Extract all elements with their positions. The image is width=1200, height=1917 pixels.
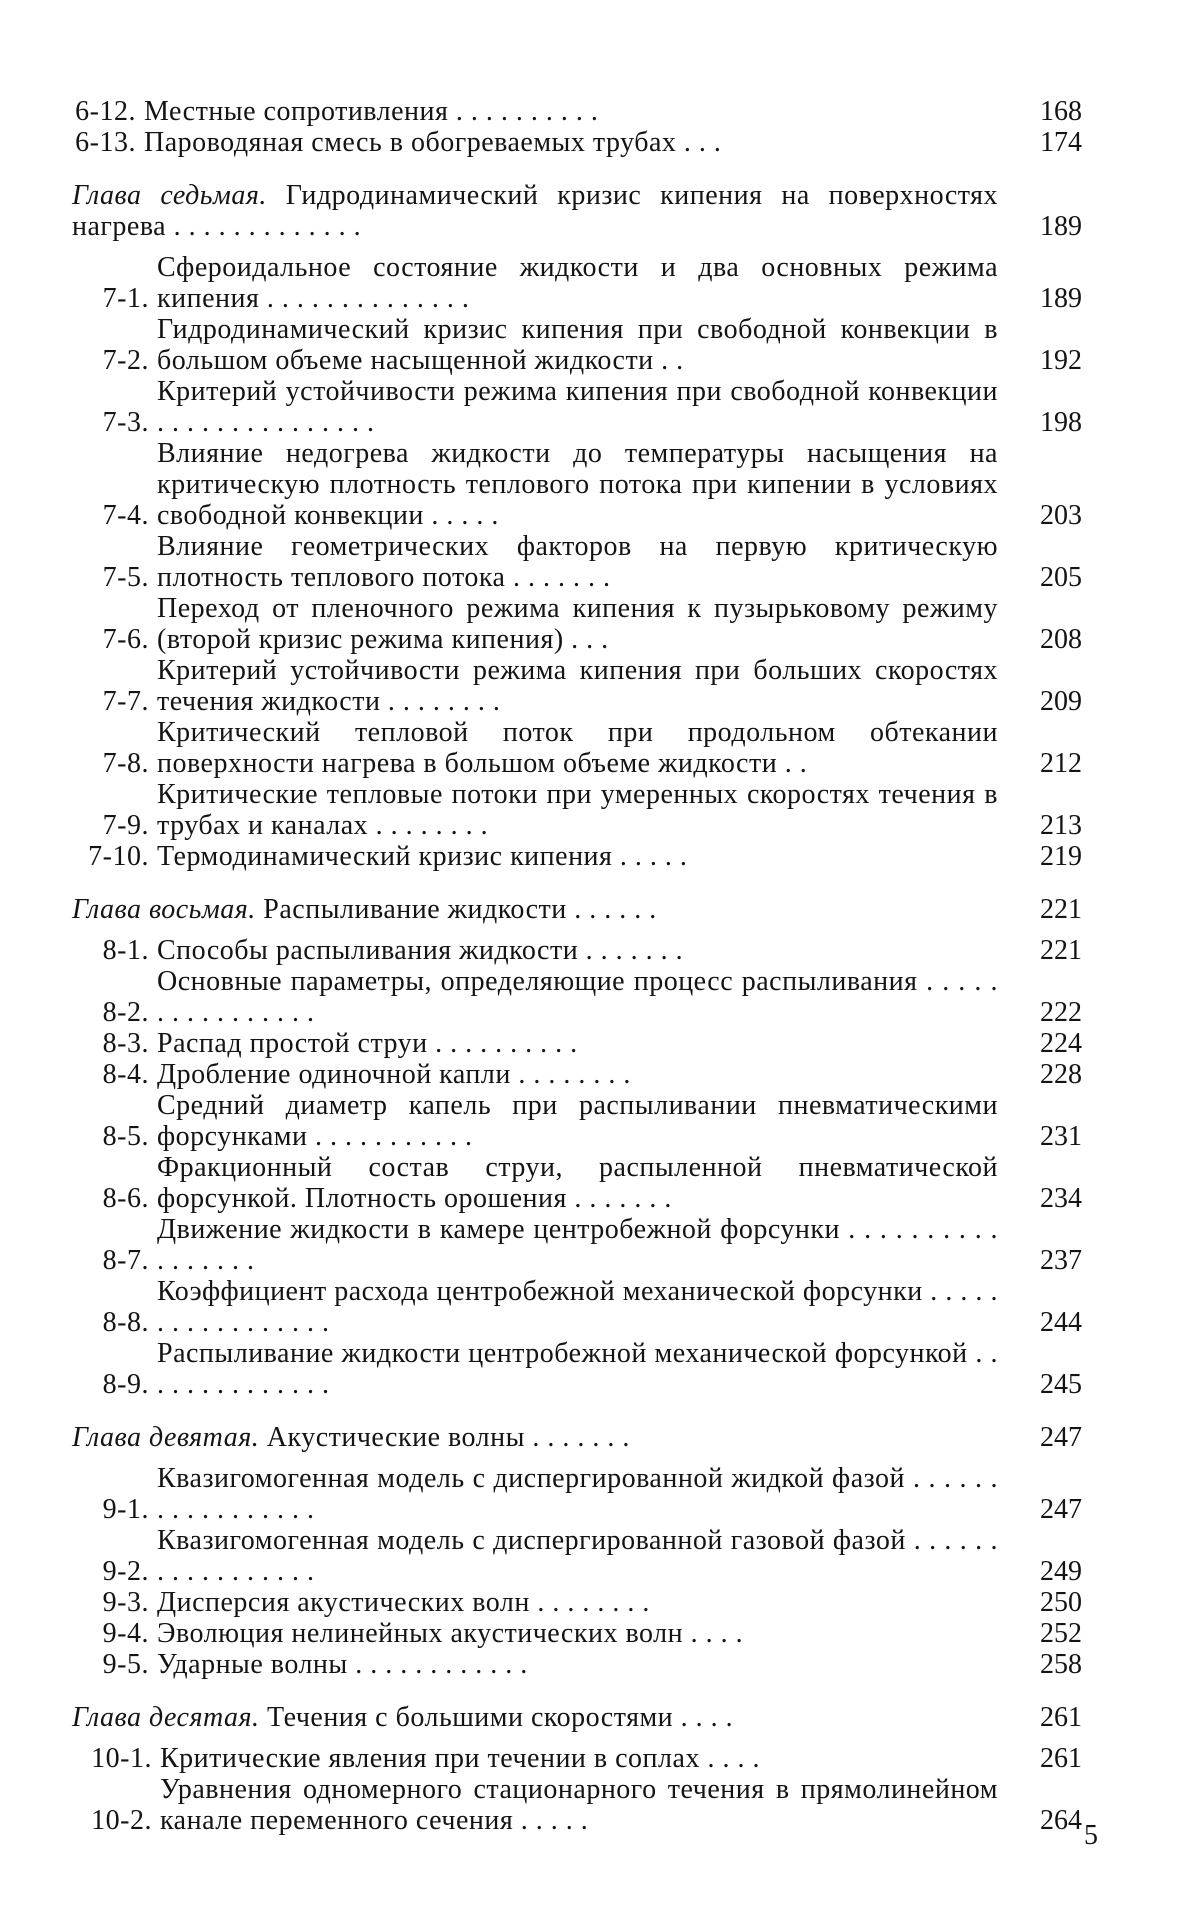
entry-page: 264 — [1040, 1805, 1082, 1836]
entry-text: Коэффициент расхода центробежной механической форсунки . . . . . . . . . . . . . . . . . — [157, 1276, 998, 1338]
entry-page: 219 — [1040, 841, 1082, 872]
entry-number: 8-3. — [102, 1028, 149, 1059]
chapter-title: Глава восьмая. — [72, 894, 256, 925]
toc-entry — [72, 1152, 1082, 1214]
table-of-contents — [72, 96, 1082, 1836]
toc-entry — [72, 1587, 1082, 1618]
entry-text: Распыливание жидкости центробежной механической форсункой . . . . . . . . . . . . . . — [157, 1338, 998, 1400]
toc-entry — [72, 376, 1082, 438]
chapter-subject: Распыливание жидкости . . . . . . — [263, 894, 657, 925]
toc-entry — [72, 966, 1082, 1028]
entry-number: 8-6. — [102, 1183, 149, 1214]
toc-entry — [72, 531, 1082, 593]
entry-page: 250 — [1040, 1587, 1082, 1618]
entry-text: Местные сопротивления . . . . . . . . . . — [144, 96, 599, 127]
entry-page: 245 — [1040, 1369, 1082, 1400]
toc-entry — [72, 127, 1082, 158]
toc-entry — [72, 1090, 1082, 1152]
entry-number: 7-5. — [102, 562, 149, 593]
entry-page: 252 — [1040, 1618, 1082, 1649]
entry-text: Ударные волны . . . . . . . . . . . . — [157, 1649, 528, 1680]
entry-number: 8-5. — [102, 1121, 149, 1152]
entry-number: 7-3. — [102, 407, 149, 438]
entry-page: 192 — [1040, 345, 1082, 376]
entry-page: 209 — [1040, 686, 1082, 717]
toc-entry — [72, 717, 1082, 779]
entry-text: Сфероидальное состояние жидкости и два основных режима кипения . . . . . . . . . . . . . . — [157, 252, 998, 314]
entry-text: Фракционный состав струи, распыленной пневматической форсункой. Плотность орошения . . . . . . . — [157, 1152, 998, 1214]
entry-page: 234 — [1040, 1183, 1082, 1214]
entry-page: 212 — [1040, 748, 1082, 779]
entry-page: 189 — [1040, 211, 1082, 242]
entry-page: 213 — [1040, 810, 1082, 841]
entry-number: 8-8. — [102, 1307, 149, 1338]
chapter-title: Глава девятая. — [72, 1422, 260, 1453]
entry-page: 228 — [1040, 1059, 1082, 1090]
entry-text — [72, 180, 998, 242]
entry-number: 9-3. — [102, 1587, 149, 1618]
entry-number: 9-4. — [102, 1618, 149, 1649]
entry-number: 8-9. — [102, 1369, 149, 1400]
chapter-heading — [72, 1702, 1082, 1733]
entry-page: 189 — [1040, 283, 1082, 314]
entry-text: Влияние геометрических факторов на первую критическую плотность теплового потока . . . . . . . — [157, 531, 998, 593]
entry-page: 221 — [1040, 935, 1082, 966]
entry-text: Распад простой струи . . . . . . . . . . — [157, 1028, 578, 1059]
toc-entry — [72, 438, 1082, 531]
entry-number: 8-2. — [102, 997, 149, 1028]
chapter-title: Глава десятая. — [72, 1702, 260, 1733]
entry-page: 208 — [1040, 624, 1082, 655]
chapter-heading — [72, 180, 1082, 242]
entry-text — [72, 1422, 998, 1453]
chapter-title: Глава седьмая. — [72, 180, 267, 211]
entry-number: 6-13. — [75, 127, 136, 158]
entry-text: Критические тепловые потоки при умеренных скоростях течения в трубах и каналах . . . . . . . . — [157, 779, 998, 841]
entry-number: 8-7. — [102, 1245, 149, 1276]
entry-text: Уравнения одномерного стационарного течения в прямолинейном канале переменного сечения . . . . . — [160, 1774, 998, 1836]
entry-number: 7-4. — [102, 500, 149, 531]
toc-entry — [72, 1463, 1082, 1525]
entry-number: 7-9. — [102, 810, 149, 841]
entry-page: 247 — [1040, 1422, 1082, 1453]
toc-entry — [72, 841, 1082, 872]
entry-text: Критические явления при течении в соплах . . . . — [160, 1743, 760, 1774]
toc-entry — [72, 1338, 1082, 1400]
entry-page: 261 — [1040, 1743, 1082, 1774]
entry-page: 261 — [1040, 1702, 1082, 1733]
entry-page: 237 — [1040, 1245, 1082, 1276]
entry-text: Критерий устойчивости режима кипения при свободной конвекции . . . . . . . . . . . . . . . — [157, 376, 998, 438]
toc-entry — [72, 935, 1082, 966]
entry-text: Квазигомогенная модель с диспергированной жидкой фазой . . . . . . . . . . . . . . . . . — [157, 1463, 998, 1525]
entry-text: Дисперсия акустических волн . . . . . . . . — [157, 1587, 650, 1618]
toc-entry — [72, 655, 1082, 717]
toc-entry — [72, 1525, 1082, 1587]
entry-text: Критический тепловой поток при продольном обтекании поверхности нагрева в большом объеме жидкости . . — [157, 717, 998, 779]
entry-text: Основные параметры, определяющие процесс распыливания . . . . . . . . . . . . . . . . — [157, 966, 998, 1028]
toc-entry — [72, 252, 1082, 314]
toc-entry — [72, 1059, 1082, 1090]
chapter-heading — [72, 894, 1082, 925]
chapter-subject: Течения с большими скоростями . . . . — [267, 1702, 734, 1733]
entry-page: 249 — [1040, 1556, 1082, 1587]
entry-text: Квазигомогенная модель с диспергированной газовой фазой . . . . . . . . . . . . . . . . . — [157, 1525, 998, 1587]
entry-number: 9-2. — [102, 1556, 149, 1587]
toc-entry — [72, 1276, 1082, 1338]
entry-page: 168 — [1040, 96, 1082, 127]
chapter-subject: Гидродинамический кризис кипения на поверхностях нагрева . . . . . . . . . . . . . — [72, 180, 999, 242]
toc-entry — [72, 1214, 1082, 1276]
toc-entry — [72, 779, 1082, 841]
entry-text — [72, 1702, 998, 1733]
entry-text: Пароводяная смесь в обогреваемых трубах . . . — [144, 127, 722, 158]
entry-page: 231 — [1040, 1121, 1082, 1152]
chapter-heading — [72, 1422, 1082, 1453]
entry-text: Гидродинамический кризис кипения при свободной конвекции в большом объеме насыщенной жидкости . . — [157, 314, 998, 376]
chapter-subject: Акустические волны . . . . . . . — [266, 1422, 630, 1453]
entry-number: 7-8. — [102, 748, 149, 779]
entry-page: 221 — [1040, 894, 1082, 925]
entry-number: 7-2. — [102, 345, 149, 376]
entry-page: 244 — [1040, 1307, 1082, 1338]
entry-text: Переход от пленочного режима кипения к пузырьковому режиму (второй кризис режима кипения) . . . — [157, 593, 998, 655]
entry-text — [72, 894, 998, 925]
entry-number: 8-4. — [102, 1059, 149, 1090]
entry-number: 7-10. — [88, 841, 149, 872]
toc-entry — [72, 1774, 1082, 1836]
entry-text: Дробление одиночной капли . . . . . . . . — [157, 1059, 631, 1090]
entry-page: 224 — [1040, 1028, 1082, 1059]
entry-number: 8-1. — [102, 935, 149, 966]
entry-number: 7-7. — [102, 686, 149, 717]
toc-entry — [72, 314, 1082, 376]
entry-text: Эволюция нелинейных акустических волн . . . . — [157, 1618, 744, 1649]
toc-entry — [72, 1028, 1082, 1059]
page-number: 5 — [1084, 1820, 1098, 1851]
toc-entry — [72, 1618, 1082, 1649]
entry-number: 9-1. — [102, 1494, 149, 1525]
entry-text: Движение жидкости в камере центробежной форсунки . . . . . . . . . . . . . . . . . — [157, 1214, 998, 1276]
entry-text: Способы распыливания жидкости . . . . . . . — [157, 935, 684, 966]
entry-number: 9-5. — [102, 1649, 149, 1680]
entry-text: Средний диаметр капель при распыливании пневматическими форсунками . . . . . . . . . . . — [157, 1090, 998, 1152]
entry-number: 10-1. — [91, 1743, 152, 1774]
entry-text: Термодинамический кризис кипения . . . . . — [157, 841, 688, 872]
toc-entry — [72, 96, 1082, 127]
entry-page: 258 — [1040, 1649, 1082, 1680]
entry-number: 7-6. — [102, 624, 149, 655]
entry-page: 203 — [1040, 500, 1082, 531]
toc-entry — [72, 1743, 1082, 1774]
entry-number: 10-2. — [91, 1805, 152, 1836]
entry-text: Критерий устойчивости режима кипения при больших скоростях течения жидкости . . . . . . . . — [157, 655, 998, 717]
entry-page: 198 — [1040, 407, 1082, 438]
entry-text: Влияние недогрева жидкости до температуры насыщения на критическую плотность теплового потока при кипении в условиях свободной конвекции . . . . . — [157, 438, 998, 531]
entry-page: 247 — [1040, 1494, 1082, 1525]
toc-entry — [72, 1649, 1082, 1680]
entry-number: 6-12. — [75, 96, 136, 127]
entry-page: 174 — [1040, 127, 1082, 158]
toc-entry — [72, 593, 1082, 655]
entry-page: 222 — [1040, 997, 1082, 1028]
entry-number: 7-1. — [102, 283, 149, 314]
entry-page: 205 — [1040, 562, 1082, 593]
